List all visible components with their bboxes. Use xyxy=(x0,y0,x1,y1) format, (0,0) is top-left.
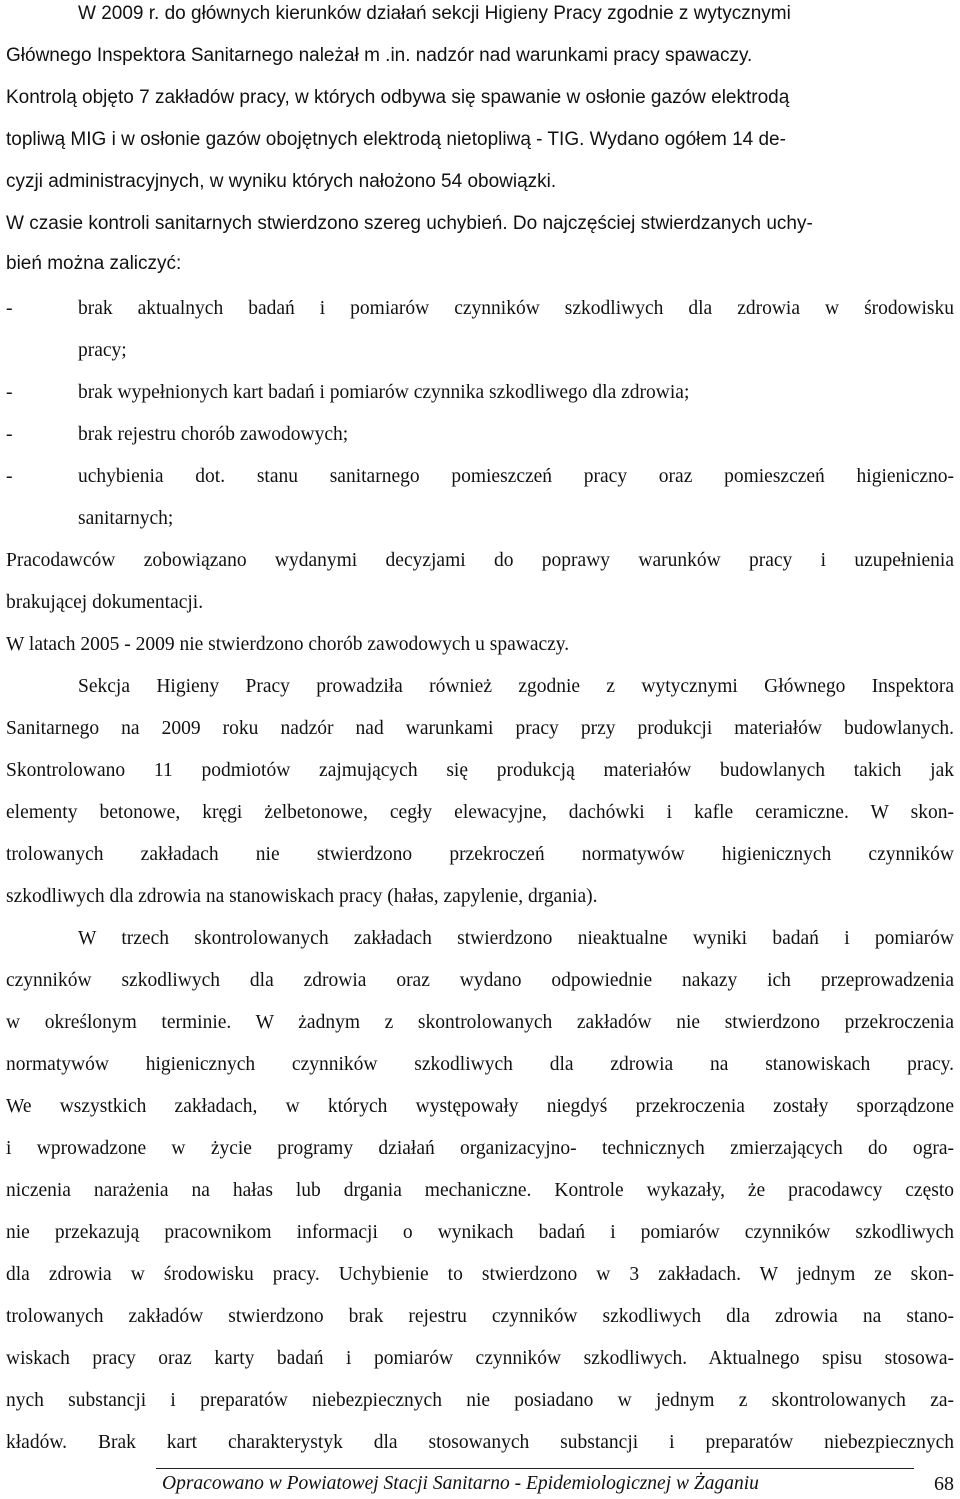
list-bullet: - xyxy=(6,466,13,487)
footer-caption: Opracowano w Powiatowej Stacji Sanitarno - Epidemiologicznej w Żaganiu xyxy=(162,1473,759,1494)
paragraph-line: W czasie kontroli sanitarnych stwierdzono szereg uchybień. Do najczęściej stwierdzanych uchy- xyxy=(6,213,813,234)
paragraph-line: nych substancji i preparatów niebezpiecznych nie posiadano w jednym z skontrolowanych za- xyxy=(6,1390,954,1411)
list-item-continuation: pracy; xyxy=(78,340,127,361)
paragraph-line: wiskach pracy oraz karty badań i pomiarów czynników szkodliwych. Aktualnego spisu stosowa- xyxy=(6,1348,954,1369)
paragraph-line: W latach 2005 - 2009 nie stwierdzono chorób zawodowych u spawaczy. xyxy=(6,634,570,655)
page-number: 68 xyxy=(934,1473,954,1495)
paragraph-line: w określonym terminie. W żadnym z skontrolowanych zakładów nie stwierdzono przekroczenia xyxy=(6,1012,954,1033)
paragraph-line: Kontrolą objęto 7 zakładów pracy, w których odbywa się spawanie w osłonie gazów elektrodą xyxy=(6,87,790,108)
paragraph-line: Pracodawców zobowiązano wydanymi decyzjami do poprawy warunków pracy i uzupełnienia xyxy=(6,550,954,571)
list-bullet: - xyxy=(6,424,13,445)
list-item: brak rejestru chorób zawodowych; xyxy=(78,424,349,445)
list-item: brak aktualnych badań i pomiarów czynników szkodliwych dla zdrowia w środowisku xyxy=(78,298,954,319)
paragraph-line: W 2009 r. do głównych kierunków działań sekcji Higieny Pracy zgodnie z wytycznymi xyxy=(78,3,791,24)
paragraph-line: kładów. Brak kart charakterystyk dla stosowanych substancji i preparatów niebezpiecznych xyxy=(6,1432,954,1453)
paragraph-line: trolowanych zakładach nie stwierdzono przekroczeń normatywów higienicznych czynników xyxy=(6,844,954,865)
list-item: brak wypełnionych kart badań i pomiarów czynnika szkodliwego dla zdrowia; xyxy=(78,382,690,403)
paragraph-line: normatywów higienicznych czynników szkodliwych dla zdrowia na stanowiskach pracy. xyxy=(6,1054,954,1075)
paragraph-line: W trzech skontrolowanych zakładach stwierdzono nieaktualne wyniki badań i pomiarów xyxy=(78,928,954,949)
paragraph-line: Sanitarnego na 2009 roku nadzór nad warunkami pracy przy produkcji materiałów budowlanych. xyxy=(6,718,954,739)
paragraph-line: czynników szkodliwych dla zdrowia oraz wydano odpowiednie nakazy ich przeprowadzenia xyxy=(6,970,954,991)
list-item: uchybienia dot. stanu sanitarnego pomieszczeń pracy oraz pomieszczeń higieniczno- xyxy=(78,466,954,487)
paragraph-line: Głównego Inspektora Sanitarnego należał m .in. nadzór nad warunkami pracy spawaczy. xyxy=(6,45,753,66)
list-bullet: - xyxy=(6,382,13,403)
paragraph-line: nie przekazują pracownikom informacji o wynikach badań i pomiarów czynników szkodliwych xyxy=(6,1222,954,1243)
paragraph-line: niczenia narażenia na hałas lub drgania mechaniczne. Kontrole wykazały, że pracodawcy często xyxy=(6,1180,954,1201)
document-page xyxy=(6,0,954,1499)
paragraph-line: elementy betonowe, kręgi żelbetonowe, cegły elewacyjne, dachówki i kafle ceramiczne. W skon- xyxy=(6,802,954,823)
list-bullet: - xyxy=(6,298,13,319)
paragraph-line: We wszystkich zakładach, w których występowały niegdyś przekroczenia zostały sporządzone xyxy=(6,1096,954,1117)
list-item-continuation: sanitarnych; xyxy=(78,508,174,529)
paragraph-line: brakującej dokumentacji. xyxy=(6,592,204,613)
footer-divider xyxy=(156,1468,914,1469)
paragraph-line: dla zdrowia w środowisku pracy. Uchybienie to stwierdzono w 3 zakładach. W jednym ze skon- xyxy=(6,1264,954,1285)
paragraph-line: topliwą MIG i w osłonie gazów obojętnych elektrodą nietopliwą - TIG. Wydano ogółem 14 de- xyxy=(6,129,786,150)
paragraph-line: Skontrolowano 11 podmiotów zajmujących się produkcją materiałów budowlanych takich jak xyxy=(6,760,954,781)
paragraph-line: Sekcja Higieny Pracy prowadziła również zgodnie z wytycznymi Głównego Inspektora xyxy=(78,676,954,697)
paragraph-line: bień można zaliczyć: xyxy=(6,253,182,274)
paragraph-line: cyzji administracyjnych, w wyniku których nałożono 54 obowiązki. xyxy=(6,171,557,192)
paragraph-line: trolowanych zakładów stwierdzono brak rejestru czynników szkodliwych dla zdrowia na stano- xyxy=(6,1306,954,1327)
paragraph-line: i wprowadzone w życie programy działań organizacyjno- technicznych zmierzających do ogra- xyxy=(6,1138,954,1159)
paragraph-line: szkodliwych dla zdrowia na stanowiskach pracy (hałas, zapylenie, drgania). xyxy=(6,886,598,907)
